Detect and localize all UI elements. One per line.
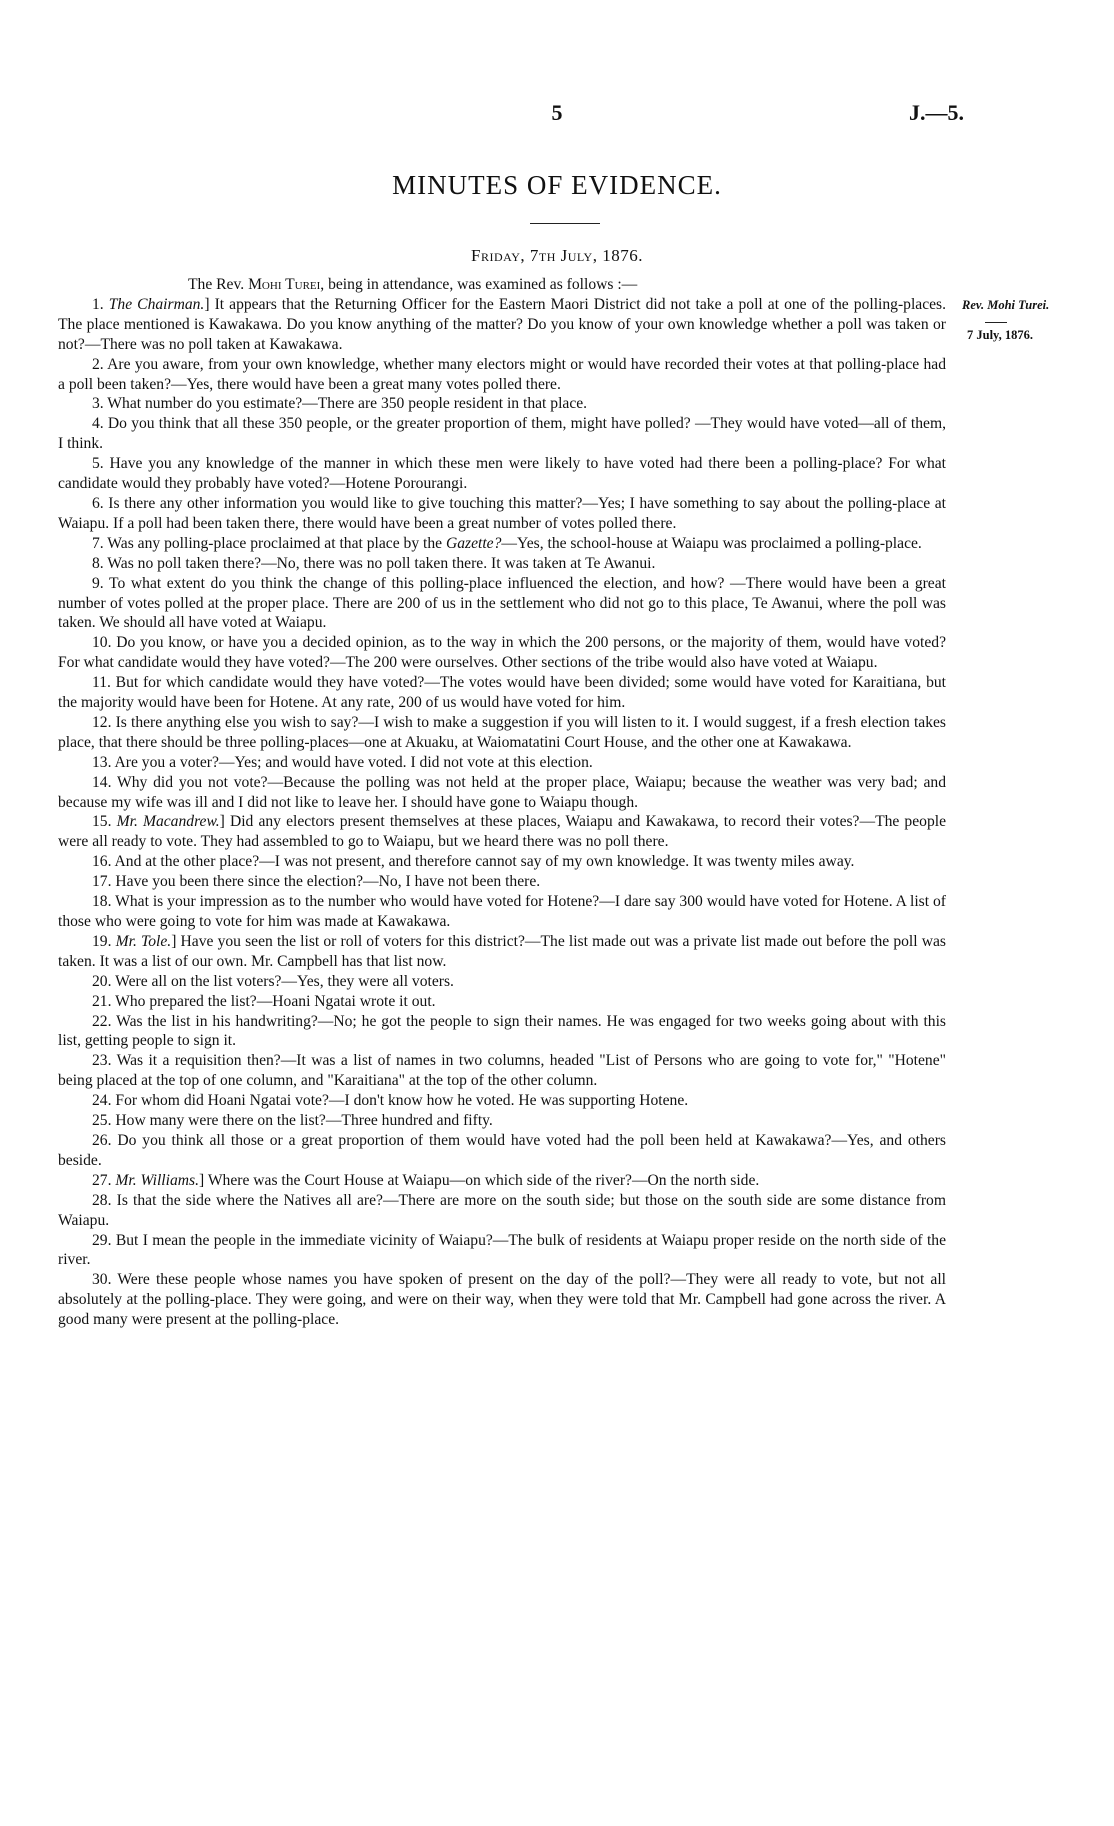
evidence-paragraph: 27. Mr. Williams.] Where was the Court House at Waiapu—on which side of the river?—On the north side. — [92, 1171, 760, 1189]
evidence-paragraph: 2. Are you aware, from your own knowledge, whether many electors might or would have recorded their votes at that polling-place had a poll been taken?—Yes, there would have been a great many votes polled there. — [58, 355, 946, 393]
date-line: Friday, 7th July, 1876. — [471, 246, 643, 265]
evidence-paragraph: 9. To what extent do you think the change of this polling-place influenced the election, and how? —There would have been a great number of votes polled at the proper place. There are 200 of us in the settlement who did not go to this place, Te Awanui, where the poll was taken. We should all have voted at Waiapu. — [58, 574, 946, 632]
evidence-paragraph: 8. Was no poll taken there?—No, there was no poll taken there. It was taken at Te Awanui. — [92, 554, 656, 572]
evidence-paragraph: 28. Is that the side where the Natives all are?—There are more on the south side; but those on the south side are some distance from Waiapu. — [58, 1191, 946, 1229]
speaker-name: Mr. Williams. — [115, 1171, 200, 1189]
evidence-paragraph: 17. Have you been there since the election?—No, I have not been there. — [92, 873, 541, 891]
page-number: 5 — [551, 100, 563, 125]
intro-line — [58, 275, 946, 295]
margin-date: 7 July, 1876. — [967, 328, 1033, 342]
evidence-paragraph: 25. How many were there on the list?—Three hundred and fifty. — [92, 1112, 493, 1130]
evidence-paragraph: 15. Mr. Macandrew.] Did any electors present themselves at these places, Waiapu and Kawakawa, to record their votes?—The people were all ready to vote. They had assembled to go to Waiapu, but we heard there was no poll there. — [58, 813, 947, 851]
evidence-paragraph: 4. Do you think that all these 350 people, or the greater proportion of them, might have polled? —They would have voted—all of them, I think. — [58, 415, 946, 453]
intro-prefix: The Rev. — [188, 276, 245, 293]
evidence-paragraph: 13. Are you a voter?—Yes; and would have voted. I did not vote at this election. — [92, 753, 593, 771]
margin-rule — [985, 322, 1007, 323]
evidence-paragraph: 29. But I mean the people in the immediate vicinity of Waiapu?—The bulk of residents at Waiapu proper reside on the north side of the river. — [58, 1231, 946, 1269]
evidence-paragraph: 6. Is there any other information you would like to give touching this matter?—Yes; I have something to say about the polling-place at Waiapu. If a poll had been taken there, there would have been a great number of votes polled there. — [58, 494, 946, 532]
evidence-paragraph: 1. The Chairman.] It appears that the Returning Officer for the Eastern Maori District did not take a poll at one of the polling-places. The place mentioned is Kawakawa. Do you know anything of the matter? Do you know of your own knowledge whether a poll was taken or not?—There was no poll taken at Kawakawa. — [58, 295, 947, 353]
evidence-paragraph: 20. Were all on the list voters?—Yes, they were all voters. — [92, 972, 454, 990]
evidence-paragraph: 16. And at the other place?—I was not present, and therefore cannot say of my own knowledge. It was twenty miles away. — [92, 853, 855, 871]
witness-name: Mohi Turei, — [248, 276, 325, 293]
evidence-paragraph: 7. Was any polling-place proclaimed at that place by the Gazette?—Yes, the school-house at Waiapu was proclaimed a polling-place. — [92, 534, 922, 552]
evidence-paragraph: 18. What is your impression as to the number who would have voted for Hotene?—I dare say 300 would have voted for Hotene. A list of those who were going to vote for him was made at Kawakawa. — [58, 893, 946, 930]
evidence-paragraph: 30. Were these people whose names you have spoken of present on the day of the poll?—They were all ready to vote, but not all absolutely at the polling-place. They were going, and were on their way, when they were told that Mr. Campbell had gone across the river. A good many were present at the polling-place. — [58, 1271, 946, 1329]
evidence-paragraph: 19. Mr. Tole.] Have you seen the list or roll of voters for this district?—The list made out was a private list made out before the poll was taken. It was a list of our own. Mr. Campbell has that list now. — [58, 932, 946, 970]
evidence-paragraph: 12. Is there anything else you wish to say?—I wish to make a suggestion if you will listen to it. I would suggest, if a fresh election takes place, that there should be three polling-places—one at Akuaku, at Waiomatatini Court House, and the other one at Kawakawa. — [58, 713, 946, 751]
evidence-paragraph: 21. Who prepared the list?—Hoani Ngatai wrote it out. — [92, 992, 436, 1010]
document-reference: J.—5. — [909, 100, 964, 125]
question-answer-list — [58, 295, 946, 1330]
margin-witness-name: Rev. Mohi Turei. — [962, 298, 1050, 312]
evidence-paragraph: 10. Do you know, or have you a decided opinion, as to the way in which the 200 persons, or the majority of them, would have voted? For what candidate would they have voted?—The 200 were ourselves. Other sections of the tribe would also have voted at Waiapu. — [58, 634, 946, 672]
speaker-name: Gazette? — [445, 534, 502, 552]
evidence-paragraph: 5. Have you any knowledge of the manner in which these men were likely to have voted had there been a polling-place? For what candidate would they probably have voted?—Hotene Porourangi. — [58, 455, 946, 493]
evidence-paragraph: 11. But for which candidate would they have voted?—The votes would have been divided; some would have voted for Karaitiana, but the majority would have been for Hotene. At any rate, 200 of us would have voted for him. — [58, 674, 946, 712]
evidence-paragraph: 14. Why did you not vote?—Because the polling was not held at the proper place, Waiapu; because the weather was very bad; and because my wife was ill and I did not like to leave her. I should have gone to Waiapu though. — [58, 773, 946, 811]
title-rule — [530, 223, 600, 224]
speaker-name: Mr. Macandrew. — [116, 813, 220, 831]
evidence-paragraph: 26. Do you think all those or a great proportion of them would have voted had the poll been held at Kawakawa?—Yes, and others beside. — [58, 1131, 946, 1169]
intro-rest: being in attendance, was examined as follows :— — [328, 276, 638, 293]
speaker-name: Mr. Tole. — [115, 932, 172, 950]
evidence-paragraph: 23. Was it a requisition then?—It was a list of names in two columns, headed "List of Persons who are going to vote for," "Hotene" being placed at the top of one column, and "Karaitiana" at the top of the other column. — [58, 1052, 946, 1090]
evidence-paragraph: 3. What number do you estimate?—There are 350 people resident in that place. — [92, 395, 588, 413]
page-title: MINUTES OF EVIDENCE. — [392, 170, 722, 200]
evidence-paragraph: 22. Was the list in his handwriting?—No; he got the people to sign their names. He was engaged for two weeks going about with this list, getting people to sign it. — [58, 1012, 946, 1050]
speaker-name: The Chairman. — [108, 295, 205, 313]
evidence-paragraph: 24. For whom did Hoani Ngatai vote?—I don't know how he voted. He was supporting Hotene. — [92, 1092, 689, 1110]
evidence-body — [58, 275, 946, 1330]
